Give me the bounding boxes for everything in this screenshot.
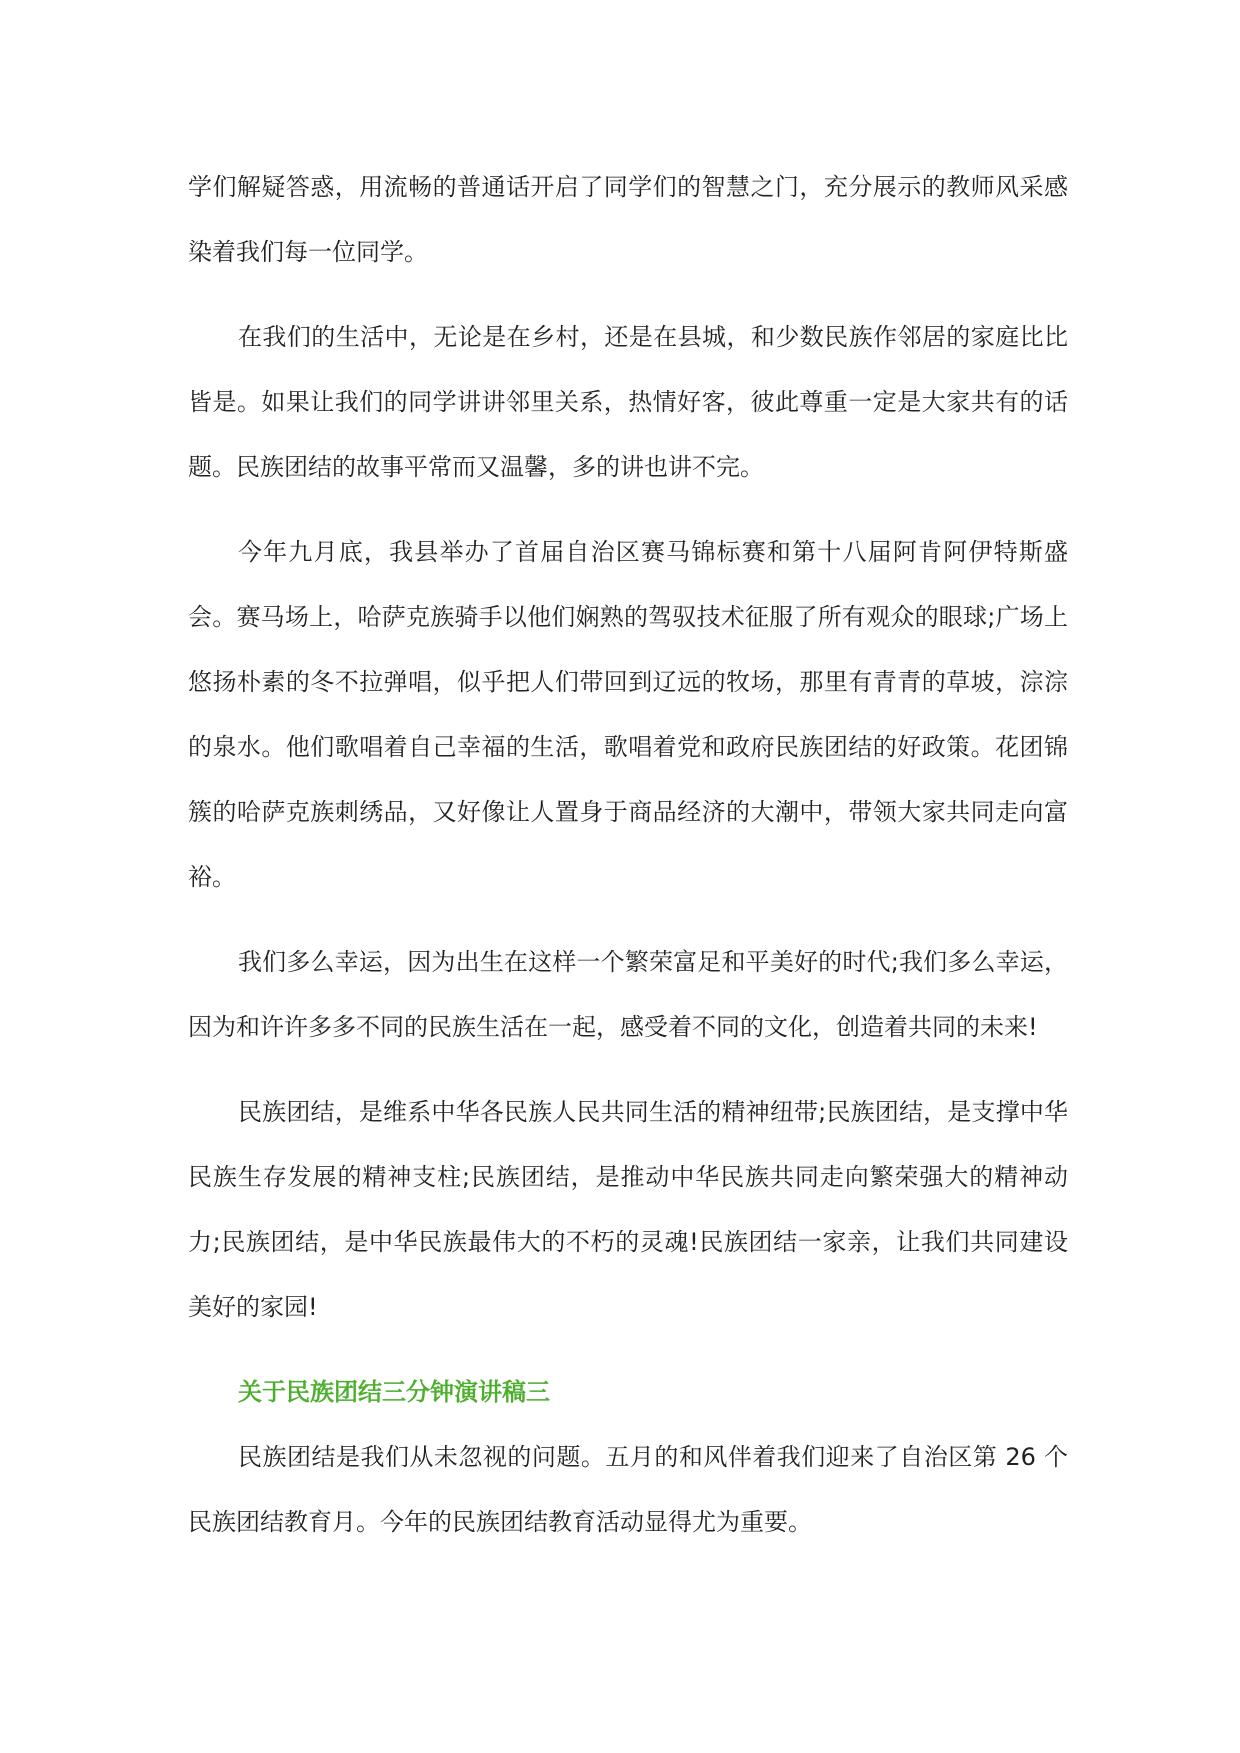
- paragraph-horse-race: 今年九月底，我县举办了首届自治区赛马锦标赛和第十八届阿肯阿伊特斯盛会。赛马场上，哈萨克族骑手以他们娴熟的驾驭技术征服了所有观众的眼球;广场上悠扬朴素的冬不拉弹唱，似乎把人们带回到辽远的牧场，那里有青青的草坡，淙淙的泉水。他们歌唱着自己幸福的生活，歌唱着党和政府民族团结的好政策。花团锦簇的哈萨克族刺绣品，又好像让人置身于商品经济的大潮中，带领大家共同走向富裕。: [188, 538, 1068, 891]
- paragraph-fortunate: 我们多么幸运，因为出生在这样一个繁荣富足和平美好的时代;我们多么幸运，因为和许许多多不同的民族生活在一起，感受着不同的文化，创造着共同的未来!: [188, 948, 1068, 1041]
- paragraph-neighbors: 在我们的生活中，无论是在乡村，还是在县城，和少数民族作邻居的家庭比比皆是。如果让我们的同学讲讲邻里关系，热情好客，彼此尊重一定是大家共有的话题。民族团结的故事平常而又温馨，多的讲也讲不完。: [188, 323, 1068, 481]
- paragraph-education-month: 民族团结是我们从未忽视的问题。五月的和风伴着我们迎来了自治区第 26 个民族团结教育月。今年的民族团结教育活动显得尤为重要。: [188, 1443, 1068, 1536]
- section-heading: 关于民族团结三分钟演讲稿三: [238, 1378, 550, 1406]
- paragraph-unity: 民族团结，是维系中华各民族人民共同生活的精神纽带;民族团结，是支撑中华民族生存发展的精神支柱;民族团结，是推动中华民族共同走向繁荣强大的精神动力;民族团结，是中华民族最伟大的不朽的灵魂!民族团结一家亲，让我们共同建设美好的家园!: [188, 1098, 1068, 1321]
- document-body: [188, 155, 1068, 1575]
- paragraph-continued: 学们解疑答惑，用流畅的普通话开启了同学们的智慧之门，充分展示的教师风采感染着我们每一位同学。: [188, 173, 1068, 266]
